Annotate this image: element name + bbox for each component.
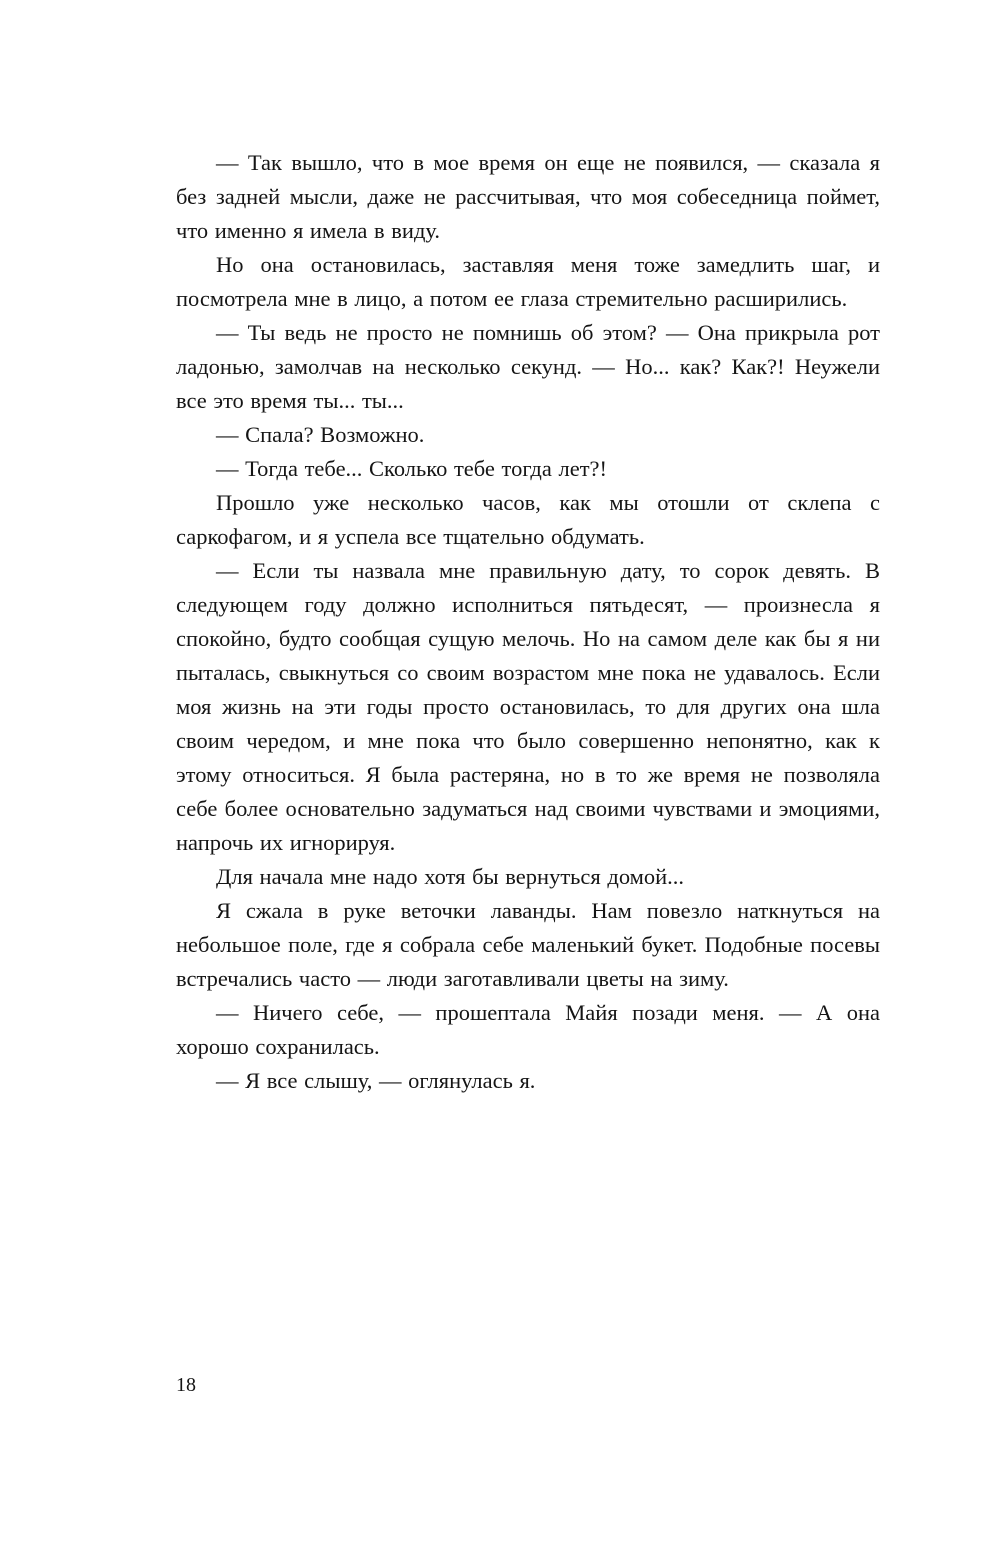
paragraph: Я сжала в руке веточки лаванды. Нам повезло наткнуться на небольшое поле, где я собрала себе маленький букет. Подобные посевы встречались часто — люди заготавливали цветы на зиму. bbox=[176, 898, 880, 991]
paragraph: — Ничего себе, — прошептала Майя позади меня. — А она хорошо сохранилась. bbox=[176, 1000, 880, 1059]
paragraph: Прошло уже несколько часов, как мы отошли от склепа с саркофагом, и я успела все тщательно обдумать. bbox=[176, 490, 880, 549]
paragraph: Но она остановилась, заставляя меня тоже замедлить шаг, и посмотрела мне в лицо, а потом ее глаза стремительно расширились. bbox=[176, 252, 880, 311]
paragraph: — Я все слышу, — оглянулась я. bbox=[216, 1068, 536, 1093]
paragraph: — Ты ведь не просто не помнишь об этом? — Она прикрыла рот ладонью, замолчав на несколько секунд. — Но... как? Как?! Неужели все это время ты... ты... bbox=[176, 320, 880, 413]
paragraph: — Если ты назвала мне правильную дату, то сорок девять. В следующем году должно исполниться пятьдесят, — произнесла я спокойно, будто сообщая сущую мелочь. Но на самом деле как бы я ни пыталась, свыкнуться со своим возрастом мне пока не удавалось. Если моя жизнь на эти годы просто остановилась, то для других она шла своим чередом, и мне пока что было совершенно непонятно, как к этому относиться. Я была растеряна, но в то же время не позволяла себе более основательно задуматься над своими чувствами и эмоциями, напрочь их игнорируя. bbox=[176, 558, 880, 855]
paragraph: — Тогда тебе... Сколько тебе тогда лет?! bbox=[216, 456, 608, 481]
paragraph: — Спала? Возможно. bbox=[216, 422, 425, 447]
paragraph: Для начала мне надо хотя бы вернуться домой... bbox=[216, 864, 685, 889]
body-text bbox=[176, 146, 880, 1098]
paragraph: — Так вышло, что в мое время он еще не появился, — сказала я без задней мысли, даже не рассчитывая, что моя собеседница поймет, что именно я имела в виду. bbox=[176, 150, 880, 243]
page-number: 18 bbox=[176, 1374, 196, 1396]
book-page bbox=[176, 146, 880, 1098]
